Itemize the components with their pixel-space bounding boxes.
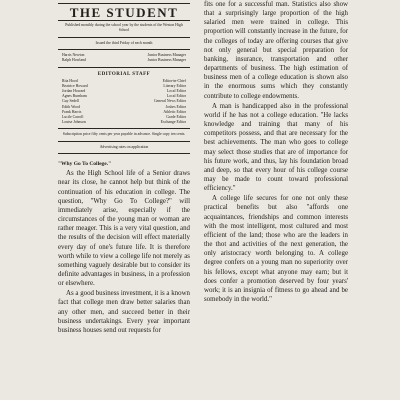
business-manager-row-name: Harris Newton bbox=[62, 53, 85, 58]
advertising-line: Advertising rates on application bbox=[99, 144, 149, 149]
published-line: Published monthly during the school year by the students of the Weston High School bbox=[65, 23, 183, 33]
staff-row-name: Louise Johnson bbox=[62, 120, 86, 125]
article-left-text bbox=[58, 169, 190, 335]
staff-row-name: Edith Wood bbox=[62, 104, 81, 109]
staff-row-name: Jordan Howard bbox=[62, 89, 86, 94]
article-paragraph: A college life secures for one not only these practical benefits but also "affords one acquaintances, friendships and common interests with the most intelligent, most cultured and most efficient of the land; those who are the leaders in the thot and activities of the next generation, the only aristocracy worth belonging to. A college degree confers on a young man no superiority over his fellows, except what anyone may earn; but it does confer a promotion deserved by four years' work; it is an insignia of fitness to go ahead and be somebody in the world." bbox=[204, 195, 348, 303]
right-column bbox=[204, 0, 348, 400]
editorial-staff-list bbox=[58, 79, 190, 126]
staff-row-name: Guy Sedell bbox=[62, 99, 79, 104]
divider bbox=[58, 141, 190, 142]
staff-row-name: Frank Harris bbox=[62, 109, 82, 114]
article-heading: "Why Go To College." bbox=[58, 161, 112, 168]
staff-row-role: Joshes Editor bbox=[165, 104, 186, 109]
staff-row-role: General News Editor bbox=[153, 99, 186, 104]
divider bbox=[58, 128, 190, 129]
staff-row-name: Beatrice Howard bbox=[62, 83, 88, 88]
article-paragraph: fits one for a successful man. Statistics also show that a surprisingly large proportion of the high salaried men were trained in college. This proportion will constantly increase in the future, for the colleges of today are offering courses that give not only general but special preparation for banking, insurance, transportation and other departments of business. The high estimation of business men of a college education is shown also in the enormous sums which they constantly contribute to college endowments. bbox=[204, 1, 348, 100]
article-paragraph: A man is handicapped also in the professional world if he has not a college education. "He lacks knowledge and training that many of his competitors possess, and that are necessary for the best achievements. The man who goes to college may select those studies that are of importance for his future work, and thus, lay his foundation broad and deep, so that every hour of his college course may be made to count toward professional efficiency." bbox=[204, 102, 348, 193]
divider bbox=[58, 37, 190, 38]
staff-row-role: Literary Editor bbox=[163, 83, 186, 88]
business-manager-row bbox=[62, 58, 186, 63]
editorial-staff-title: EDITORIAL STAFF bbox=[97, 71, 151, 77]
entered-line: Issued the third Friday of each month bbox=[95, 40, 153, 45]
article-paragraph: As a good business investment, it is a known fact that college men draw better salaries than any other men, and succeed better in their business undertakings. Every year important business houses send out requests for bbox=[58, 290, 190, 334]
staff-row-role: Athletic Editor bbox=[163, 109, 186, 114]
staff-row-role: Local Editor bbox=[166, 94, 186, 99]
business-manager-row-role: Junior Business Manager bbox=[147, 58, 186, 63]
staff-row-role: Exchange Editor bbox=[160, 120, 186, 125]
staff-row-role: Grade Editor bbox=[166, 115, 186, 120]
article-right-text bbox=[204, 0, 348, 304]
article-paragraph: As the High School life of a Senior draws near its close, he cannot help but think of the continuation of his education in college. The question, "Why Go To College?" will immediately arise, especially if the circumstances of the young man or woman are rather meager. This is a very vital question, and the results of the decision will effect materially every day of one's future life. It is therefore worth while to view a college life not merely as something vaguely desirable but to consider its definite advantages in business, in a profession or elsewhere. bbox=[58, 170, 190, 288]
masthead-title: THE STUDENT bbox=[69, 5, 179, 20]
staff-row bbox=[62, 120, 186, 125]
subscription-line: Subscription price fifty cents per year payable in advance. Single copy ten cents. bbox=[62, 132, 186, 137]
business-managers bbox=[58, 53, 190, 63]
staff-row-name: Lucile Carroll bbox=[62, 115, 84, 120]
masthead bbox=[58, 3, 190, 21]
business-manager-row-name: Ralph Howland bbox=[62, 58, 86, 63]
divider bbox=[58, 153, 190, 154]
divider bbox=[58, 67, 190, 68]
staff-row-role: Editor-in-Chief bbox=[162, 78, 186, 83]
left-column bbox=[58, 0, 190, 400]
divider bbox=[58, 49, 190, 50]
staff-row-role: Local Editor bbox=[166, 89, 186, 94]
business-manager-row-role: Junior Business Manager bbox=[147, 53, 186, 58]
staff-row-name: Rita Hood bbox=[62, 78, 78, 83]
staff-row-name: Agnes Burnham bbox=[62, 94, 87, 99]
